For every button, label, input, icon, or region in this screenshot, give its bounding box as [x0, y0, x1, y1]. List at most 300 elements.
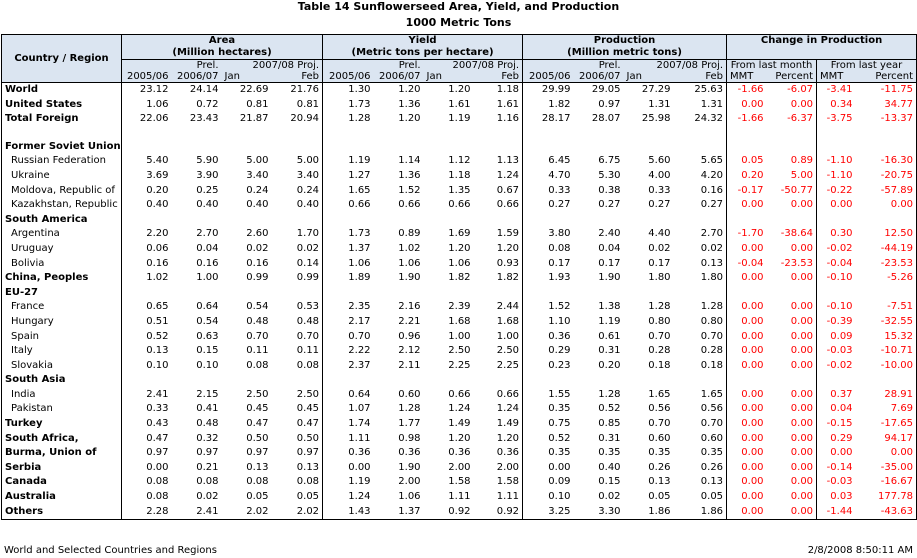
empty-cell	[523, 213, 574, 228]
table-cell: 0.40	[598, 461, 621, 473]
empty-cell	[574, 286, 624, 301]
table-cell: 1.20	[448, 84, 471, 95]
table-cell: 3.40	[246, 169, 269, 181]
empty-cell	[624, 373, 674, 388]
table-cell: 0.13	[296, 461, 320, 473]
table-cell: 0.41	[196, 403, 219, 415]
row-label: Hungary	[2, 315, 122, 330]
table-cell: 1.20	[496, 242, 520, 254]
table-cell: -0.15	[817, 417, 856, 432]
table-cell: 0.15	[598, 476, 621, 488]
table-cell: -6.07	[787, 84, 814, 95]
sunflowerseed-table: Country / Region Area (Million hectares) Yield (Metric tons per hectare) Production (Million metric tons) Change in Production Prel. 2007/08 Proj. Prel. 2007/08 Proj. Prel. 2007/08 Proj. From last month From last year 2005/06 2006/07 Jan Feb 2005/06 2006/07 Jan Feb 2005/06 2006/07 Jan Feb MMT Percent MMT Percent World 23.12 24.14 22.69 21.76 1.30 1.20 1.20 1.18 29.99 29.05 27.29 25.63 -1.66 -6.07 -3.41 -11.75 United States 1.06 0.72 0.81 0.81 1.73 1.36 1.61 1.61 1.82 0.97 1.31 1.31 0.00 0.00 0.34 34.77 Total Foreign 22.06 23.43 21.87 20.94 1.28 1.20 1.19 1.16 28.17 28.07 25.98 24.32 -1.66 -6.37 -3.75 -13.37 Former Soviet Union Russian Federation 5.40 5.90 5.00 5.00 1.19 1.14 1.12 1.13 6.45 6.75 5.60 5.65 0.05 0.89 -1.10 -16.30 Ukraine 3.69 3.90 3.40 3.40 1.27 1.36 1.18 1.24 4.70 5.30 4.00 4.20 0.20 5.00 -1.10 -20.75 Moldova, Republic of 0.20 0.25 0.24 0.24 1.65 1.52 1.35 0.67 0.33 0.38 0.33 0.16 -0.17 -50.77 -0.22 -57.89 Kazakhstan, Republic 0.40 0.40 0.40 0.40 0.66 0.66 0.66 0.66 0.27 0.27 0.27 0.27 0.00 0.00 0.00 0.00 South America Argentina 2.20 2.70 2.60 1.70 1.73 0.89 1.69 1.59 3.80 2.40 4.40 2.70 -1.70 -38.64 0.30 12.50 Uruguay 0.06 0.04 0.02 0.02 1.37 1.02 1.20 1.20 0.08 0.04 0.02 0.02 0.00 0.00 -0.02 -44.19 Bolivia 0.16 0.16 0.16 0.14 1.06 1.06 1.06 0.93 0.17 0.17 0.17 0.13 -0.04 -23.53 -0.04 -23.53 China, Peoples 1.02 1.00 0.99 0.99 1.89 1.90 1.82 1.82 1.93 1.90 1.80 1.80 0.00 0.00 -0.10 -5.26 EU-27 France 0.65 0.64 0.54 0.53 2.35 2.16 2.39 2.44 1.52 1.38 1.28 1.28 0.00 0.00 -0.10 -7.51 Hungary 0.51 0.54 0.48 0.48 2.17 2.21 1.68 1.68 1.10 1.19 0.80 0.80 0.00 0.00 -0.39 -32.55 Spain 0.52 0.63 0.70 0.70 0.70 0.96 1.00 1.00 0.36 0.61 0.70 0.70 0.00 0.00 0.09 15.32 Italy 0.13 0.15 0.11 0.11 2.22 2.12 2.50 2.50 0.29 0.31 0.28 0.28 0.00 0.00 -0.03 -10.71 Slovakia 0.10 0.10 0.08 0.08 2.37 2.11 2.25 2.25 0.23 0.20 0.18 0.18 0.00 0.00 -0.02 -10.00 South Asia India 2.41 2.15 2.50 2.50 0.64 0.60 0.66 0.66 1.55 1.28 1.65 1.65 0.00 0.00 0.37 28.91 Pakistan 0.33 0.41 0.45 0.45 1.07 1.28 1.24 1.24 0.35 0.52 0.56 0.56 0.00 0.00 0.04 7.69 Turkey 0.43 0.48 0.47 0.47 1.74 1.77 1.49 1.49 0.75 0.85 0.70 0.70 0.00 0.00 -0.15 -17.65 South Africa, 0.47 0.32 0.50 0.50 1.11 0.98 1.20 1.20 0.52 0.31 0.60 0.60 0.00 0.00 0.29 94.17 Burma, Union of 0.97 0.97 0.97 0.97 0.36 0.36 0.36 0.36 0.35 0.35 0.35 0.35 0.00 0.00 0.00 0.00 Serbia 0.00 0.21 0.13 0.13 0.00 1.90 2.00 2.00 0.00 0.40 0.26 0.26 0.00 0.00 -0.14 -35.00 Canada 0.08 0.08 0.08 0.08 1.19 2.00 1.58 1.58 0.09 0.15 0.13 0.13 0.00 0.00 -0.03 -16.67 Australia 0.08 0.02 0.05 0.05 1.24 1.06 1.11 1.11 0.10 0.02 0.05 0.05 0.00 0.00 0.03 177.78 Others 2.28 2.41 2.02 2.02 1.43 1.37 0.92 0.92 3.25 3.30 1.86 1.86 0.00 0.00 -1.44 -43.63	[1, 34, 917, 520]
table-cell: 0.00	[817, 198, 856, 213]
table-cell: 1.02	[398, 242, 421, 254]
table-cell: 0.65	[122, 300, 172, 315]
footer-left: World and Selected Countries and Regions	[4, 545, 217, 556]
table-cell: 2.12	[398, 345, 421, 357]
table-cell: 1.20	[448, 242, 471, 254]
table-cell: 0.35	[648, 447, 671, 459]
table-cell: 0.51	[122, 315, 172, 330]
table-cell: 3.90	[196, 169, 219, 181]
empty-cell	[323, 140, 374, 155]
table-cell: 1.65	[648, 388, 671, 400]
row-label: Former Soviet Union	[2, 140, 122, 155]
table-cell: 0.66	[448, 388, 471, 400]
table-cell: 1.68	[448, 315, 471, 327]
table-cell: 0.66	[496, 199, 520, 211]
table-cell: 2.00	[496, 461, 520, 473]
table-cell: 1.36	[398, 98, 421, 110]
table-cell: 1.90	[598, 272, 621, 284]
production-header: Production (Million metric tons)	[523, 35, 727, 60]
table-cell: 0.81	[246, 98, 269, 110]
table-cell: 0.04	[817, 402, 856, 417]
empty-cell	[523, 286, 574, 301]
table-cell: 0.47	[122, 432, 172, 447]
table-row	[2, 242, 917, 257]
table-cell: 0.00	[856, 446, 917, 461]
table-cell: 0.70	[700, 330, 724, 342]
empty-cell	[222, 213, 272, 228]
empty-cell	[727, 213, 767, 228]
table-cell: 20.94	[290, 113, 320, 125]
table-cell: 0.16	[122, 257, 172, 272]
table-cell: 0.97	[196, 447, 219, 459]
empty-cell	[374, 213, 424, 228]
table-cell: 0.28	[648, 345, 671, 357]
table-cell: 5.60	[648, 155, 671, 167]
empty-cell	[767, 127, 817, 140]
empty-cell	[474, 373, 523, 388]
row-label: Moldova, Republic of	[2, 184, 122, 199]
table-cell: 2.17	[323, 315, 374, 330]
table-cell: 0.56	[700, 403, 724, 415]
table-cell: 0.16	[700, 184, 724, 196]
table-cell: 0.45	[246, 403, 269, 415]
table-cell: -0.22	[817, 184, 856, 199]
table-cell: 0.67	[496, 184, 520, 196]
table-cell: 0.31	[598, 432, 621, 444]
table-cell: 1.19	[323, 154, 374, 169]
table-cell: -0.03	[817, 475, 856, 490]
table-cell: 0.05	[727, 154, 767, 169]
table-cell: 0.43	[122, 417, 172, 432]
table-cell: 0.00	[790, 403, 814, 415]
table-cell: 1.19	[323, 475, 374, 490]
table-cell: 0.36	[448, 447, 471, 459]
table-cell: 0.10	[122, 359, 172, 374]
table-cell: 0.24	[246, 184, 269, 196]
table-cell: 0.80	[648, 315, 671, 327]
table-cell: 1.37	[323, 242, 374, 257]
empty-cell	[856, 127, 917, 140]
table-cell: 0.09	[523, 475, 574, 490]
table-cell: 1.24	[496, 169, 520, 181]
table-cell: 0.08	[523, 242, 574, 257]
table-cell: 0.70	[700, 418, 724, 430]
empty-cell	[817, 140, 856, 155]
table-cell: 1.55	[523, 388, 574, 403]
table-cell: 1.36	[398, 169, 421, 181]
table-cell: 1.77	[398, 418, 421, 430]
empty-cell	[674, 127, 727, 140]
table-row	[2, 402, 917, 417]
table-cell: 0.05	[246, 491, 269, 503]
table-cell: 0.36	[523, 330, 574, 345]
table-cell: 0.05	[296, 491, 320, 503]
table-cell: 0.04	[196, 242, 219, 254]
table-cell: 34.77	[856, 98, 917, 113]
table-row	[2, 83, 917, 98]
table-cell: 2.20	[122, 227, 172, 242]
table-row	[2, 198, 917, 213]
row-label: India	[2, 388, 122, 403]
table-cell: 2.60	[246, 228, 269, 240]
table-cell: 0.36	[323, 446, 374, 461]
empty-cell	[222, 373, 272, 388]
table-cell: -50.77	[780, 184, 814, 196]
table-cell: 0.00	[790, 315, 814, 327]
table-cell: 1.69	[448, 228, 471, 240]
table-cell: -0.14	[817, 461, 856, 476]
empty-cell	[272, 286, 323, 301]
row-label: Others	[2, 505, 122, 520]
table-row	[2, 330, 917, 345]
table-row	[2, 140, 917, 155]
table-row	[2, 169, 917, 184]
table-cell: 0.37	[817, 388, 856, 403]
table-cell: 0.11	[246, 345, 269, 357]
empty-cell	[122, 213, 172, 228]
empty-cell	[172, 213, 222, 228]
table-cell: 0.00	[727, 344, 767, 359]
table-cell: 0.00	[790, 491, 814, 503]
table-cell: 2.50	[448, 345, 471, 357]
table-cell: 0.31	[598, 345, 621, 357]
table-cell: 1.80	[648, 272, 671, 284]
table-cell: 0.50	[246, 432, 269, 444]
table-cell: 1.24	[448, 403, 471, 415]
table-cell: 0.00	[790, 461, 814, 473]
table-cell: 0.20	[122, 184, 172, 199]
table-cell: 4.20	[700, 169, 724, 181]
table-cell: 0.70	[323, 330, 374, 345]
table-cell: -1.66	[727, 83, 767, 98]
table-cell: 12.50	[856, 227, 917, 242]
empty-cell	[474, 213, 523, 228]
table-cell: 0.00	[727, 417, 767, 432]
table-cell: 25.63	[694, 84, 724, 95]
table-cell: 0.08	[296, 359, 320, 371]
table-cell: -35.00	[856, 461, 917, 476]
table-cell: 0.00	[727, 330, 767, 345]
empty-cell	[674, 213, 727, 228]
table-cell: 1.11	[496, 491, 520, 503]
table-cell: 0.24	[296, 184, 320, 196]
table-cell: 1.35	[448, 184, 471, 196]
table-cell: 0.00	[790, 388, 814, 400]
table-cell: 0.97	[296, 447, 320, 459]
table-cell: 1.38	[598, 301, 621, 313]
row-label: Pakistan	[2, 402, 122, 417]
table-cell: 0.08	[246, 359, 269, 371]
row-label: Spain	[2, 330, 122, 345]
table-cell: 94.17	[856, 432, 917, 447]
table-cell: 0.13	[700, 476, 724, 488]
table-cell: 1.00	[448, 330, 471, 342]
table-cell: 0.54	[246, 301, 269, 313]
table-cell: 0.70	[296, 330, 320, 342]
empty-cell	[424, 286, 474, 301]
row-label: Uruguay	[2, 242, 122, 257]
table-cell: 0.00	[727, 446, 767, 461]
table-cell: 0.35	[523, 402, 574, 417]
table-cell: 1.28	[648, 301, 671, 313]
table-cell: 0.25	[196, 184, 219, 196]
table-cell: 0.00	[727, 242, 767, 257]
table-cell: 0.00	[727, 402, 767, 417]
table-cell: 1.11	[323, 432, 374, 447]
table-cell: 1.82	[448, 272, 471, 284]
table-row	[2, 475, 917, 490]
table-row	[2, 490, 917, 505]
table-cell: 1.12	[448, 155, 471, 167]
table-cell: 0.10	[523, 490, 574, 505]
table-cell: 0.10	[196, 359, 219, 371]
table-cell: 0.40	[246, 199, 269, 211]
table-cell: 2.15	[196, 388, 219, 400]
table-subtitle: 1000 Metric Tons	[405, 16, 512, 29]
table-row	[2, 184, 917, 199]
table-cell: 0.56	[648, 403, 671, 415]
empty-cell	[272, 373, 323, 388]
table-cell: 0.27	[700, 199, 724, 211]
table-cell: 5.00	[296, 155, 320, 167]
table-cell: 0.35	[598, 447, 621, 459]
table-cell: 27.29	[641, 84, 671, 95]
table-cell: 0.35	[523, 446, 574, 461]
table-cell: 3.30	[574, 505, 624, 520]
table-cell: 1.06	[398, 257, 421, 269]
table-cell: 7.69	[856, 402, 917, 417]
row-label: South America	[2, 213, 122, 228]
table-cell: 2.50	[496, 345, 520, 357]
empty-cell	[624, 140, 674, 155]
empty-cell	[574, 127, 624, 140]
table-cell: 0.36	[496, 447, 520, 459]
empty-cell	[122, 140, 172, 155]
table-cell: 4.40	[648, 228, 671, 240]
table-cell: 0.03	[817, 490, 856, 505]
row-label: Ukraine	[2, 169, 122, 184]
table-cell: 0.45	[296, 403, 320, 415]
empty-cell	[323, 373, 374, 388]
table-row	[2, 127, 917, 140]
table-cell: 0.52	[122, 330, 172, 345]
table-cell: 1.28	[398, 403, 421, 415]
table-cell: 1.93	[523, 271, 574, 286]
table-cell: 0.00	[727, 359, 767, 374]
empty-cell	[674, 373, 727, 388]
table-cell: 5.30	[598, 169, 621, 181]
table-cell: 2.35	[323, 300, 374, 315]
table-cell: 0.60	[700, 432, 724, 444]
table-cell: -0.02	[817, 242, 856, 257]
country-region-header: Country / Region	[2, 35, 122, 83]
table-cell: 1.61	[448, 98, 471, 110]
table-cell: 0.34	[817, 98, 856, 113]
table-cell: 0.48	[296, 315, 320, 327]
table-cell: 1.16	[496, 113, 520, 125]
table-cell: 1.90	[398, 461, 421, 473]
table-cell: 2.25	[496, 359, 520, 371]
table-row	[2, 344, 917, 359]
table-cell: 1.20	[448, 432, 471, 444]
row-label: Total Foreign	[2, 112, 122, 127]
table-cell: 1.49	[448, 418, 471, 430]
row-label: France	[2, 300, 122, 315]
table-cell: 0.06	[122, 242, 172, 257]
table-cell: -13.37	[856, 112, 917, 127]
empty-cell	[817, 127, 856, 140]
table-cell: 0.40	[196, 199, 219, 211]
table-cell: 5.00	[246, 155, 269, 167]
table-cell: -10.00	[856, 359, 917, 374]
table-cell: 2.70	[196, 228, 219, 240]
table-cell: 0.13	[246, 461, 269, 473]
empty-cell	[172, 373, 222, 388]
empty-cell	[122, 286, 172, 301]
table-cell: 0.66	[496, 388, 520, 400]
table-cell: 0.20	[598, 359, 621, 371]
table-row	[2, 227, 917, 242]
table-cell: -0.04	[817, 257, 856, 272]
table-cell: 1.68	[496, 315, 520, 327]
table-cell: -0.10	[817, 300, 856, 315]
table-cell: 1.89	[323, 271, 374, 286]
empty-cell	[523, 373, 574, 388]
row-label: South Asia	[2, 373, 122, 388]
table-cell: 0.48	[246, 315, 269, 327]
table-cell: 0.08	[122, 475, 172, 490]
table-cell: 0.11	[296, 345, 320, 357]
table-cell: -20.75	[856, 169, 917, 184]
table-cell: 2.00	[448, 461, 471, 473]
table-cell: 4.00	[648, 169, 671, 181]
table-cell: 0.00	[727, 98, 767, 113]
empty-cell	[222, 286, 272, 301]
table-cell: 177.78	[856, 490, 917, 505]
table-cell: -0.03	[817, 344, 856, 359]
table-cell: 28.91	[856, 388, 917, 403]
table-cell: 5.40	[122, 154, 172, 169]
table-cell: 1.30	[323, 83, 374, 98]
row-label: Burma, Union of	[2, 446, 122, 461]
table-cell: 1.28	[700, 301, 724, 313]
empty-cell	[674, 286, 727, 301]
table-cell: 1.18	[448, 169, 471, 181]
empty-cell	[624, 286, 674, 301]
table-cell: 0.02	[648, 242, 671, 254]
table-cell: 21.76	[290, 84, 320, 95]
table-row	[2, 300, 917, 315]
table-cell: -16.30	[856, 154, 917, 169]
table-cell: 0.13	[122, 344, 172, 359]
table-cell: 0.70	[648, 330, 671, 342]
table-cell: -11.75	[856, 83, 917, 98]
table-cell: 0.00	[790, 272, 814, 284]
table-cell: -1.10	[817, 169, 856, 184]
row-label: Australia	[2, 490, 122, 505]
table-cell: 1.20	[496, 432, 520, 444]
table-cell: -0.10	[817, 271, 856, 286]
empty-cell	[523, 127, 574, 140]
table-cell: -38.64	[780, 228, 814, 240]
empty-cell	[856, 213, 917, 228]
table-cell: 1.31	[648, 98, 671, 110]
table-cell: 0.00	[727, 432, 767, 447]
empty-cell	[323, 286, 374, 301]
table-cell: 1.43	[323, 505, 374, 520]
table-cell: 2.70	[700, 228, 724, 240]
table-cell: 0.70	[246, 330, 269, 342]
table-cell: 1.24	[496, 403, 520, 415]
table-cell: 0.63	[196, 330, 219, 342]
table-cell: 0.26	[700, 461, 724, 473]
row-label: Serbia	[2, 461, 122, 476]
table-cell: 0.33	[122, 402, 172, 417]
table-cell: 1.28	[323, 112, 374, 127]
table-cell: 0.00	[790, 199, 814, 211]
table-cell: 1.70	[296, 228, 320, 240]
table-cell: 0.00	[727, 388, 767, 403]
empty-cell	[122, 127, 172, 140]
table-cell: 0.96	[398, 330, 421, 342]
table-cell: 2.11	[398, 359, 421, 371]
table-cell: 0.27	[648, 199, 671, 211]
empty-cell	[474, 127, 523, 140]
table-cell: -23.53	[856, 257, 917, 272]
table-cell: 0.27	[598, 199, 621, 211]
empty-cell	[172, 127, 222, 140]
table-cell: 0.35	[700, 447, 724, 459]
table-cell: 2.50	[246, 388, 269, 400]
row-label: Bolivia	[2, 257, 122, 272]
table-row	[2, 213, 917, 228]
table-cell: 1.52	[398, 184, 421, 196]
table-cell: 2.25	[448, 359, 471, 371]
table-cell: 0.00	[727, 315, 767, 330]
table-cell: 2.00	[398, 476, 421, 488]
row-label: World	[2, 83, 122, 98]
table-cell: 0.17	[523, 257, 574, 272]
table-cell: 0.00	[790, 447, 814, 459]
table-cell: 0.92	[474, 505, 523, 520]
table-cell: 0.40	[296, 199, 320, 211]
table-cell: 1.82	[523, 98, 574, 113]
table-cell: -10.71	[856, 344, 917, 359]
table-cell: -17.65	[856, 417, 917, 432]
row-label: EU-27	[2, 286, 122, 301]
table-cell: 0.40	[122, 198, 172, 213]
table-cell: -43.63	[856, 505, 917, 520]
table-cell: 0.00	[727, 271, 767, 286]
table-cell: 0.16	[246, 257, 269, 269]
table-cell: 0.05	[700, 491, 724, 503]
table-cell: 2.02	[272, 505, 323, 520]
table-cell: 0.66	[398, 199, 421, 211]
